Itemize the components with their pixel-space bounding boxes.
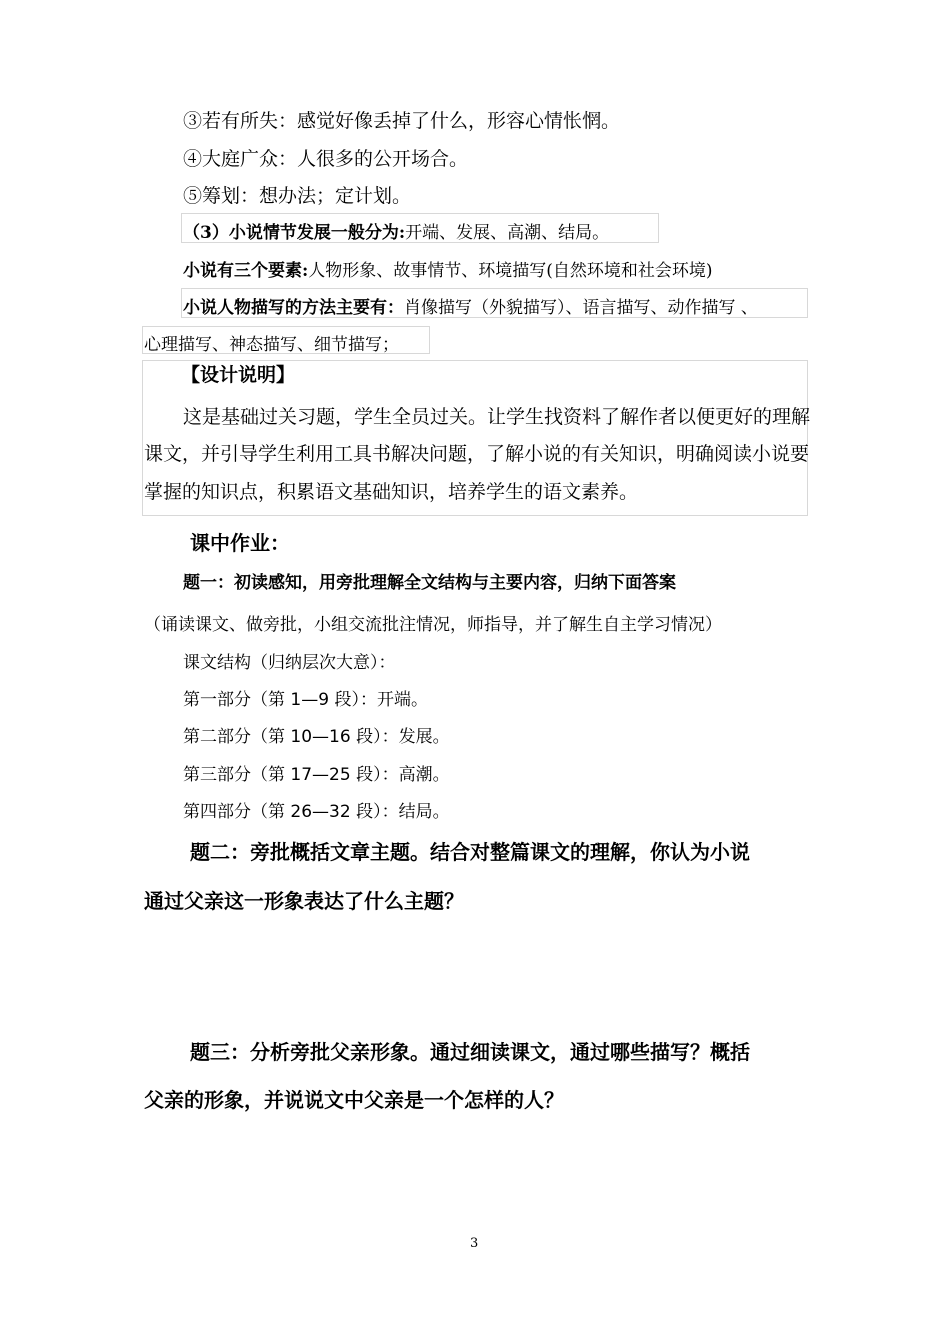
novel-elements-label: 小说有三个要素: [183, 261, 309, 281]
design-note-line3: 掌握的知识点，积累语文基础知识，培养学生的语文素养。 [144, 481, 639, 503]
question-3-line1: 题三：分析旁批父亲形象。通过细读课文，通过哪些描写？概括 [190, 1040, 750, 1064]
idiom-definition-4: ④大庭广众：人很多的公开场合。 [183, 148, 469, 170]
description-methods-label: 小说人物描写的方法主要有： [183, 298, 404, 318]
design-note-line2: 课文，并引导学生利用工具书解决问题，了解小说的有关知识，明确阅读小说要 [144, 443, 810, 465]
idiom-definition-3: ③若有所失：感觉好像丢掉了什么，形容心情怅惘。 [183, 110, 621, 132]
page-number: 3 [470, 1236, 479, 1251]
plot-stages-line [183, 218, 609, 243]
description-methods-line1 [183, 293, 758, 318]
question-2-line2: 通过父亲这一形象表达了什么主题？ [144, 889, 464, 913]
idiom-definition-5: ⑤筹划：想办法；定计划。 [183, 185, 412, 207]
structure-part-4: 第四部分（第 26—32 段）：结局。 [183, 802, 450, 822]
structure-part-2: 第二部分（第 10—16 段）：发展。 [183, 727, 450, 747]
question-1-instruction: （诵读课文、做旁批，小组交流批注情况，师指导，并了解生自主学习情况） [144, 615, 722, 635]
structure-part-3: 第三部分（第 17—25 段）：高潮。 [183, 765, 450, 785]
design-note-heading: 【设计说明】 [181, 364, 296, 386]
plot-stages-text: 开端、发展、高潮、结局。 [405, 223, 610, 243]
plot-stages-label: （3）小说情节发展一般分为: [183, 223, 406, 243]
description-methods-text1: 肖像描写（外貌描写）、语言描写、动作描写 、 [404, 298, 758, 318]
question-2-line1: 题二：旁批概括文章主题。结合对整篇课文的理解，你认为小说 [190, 840, 750, 864]
novel-elements-text: 人物形象、故事情节、环境描写(自然环境和社会环境) [308, 261, 713, 281]
question-1-title: 题一：初读感知，用旁批理解全文结构与主要内容，归纳下面答案 [183, 573, 676, 593]
question-3-line2: 父亲的形象，并说说文中父亲是一个怎样的人？ [144, 1088, 564, 1112]
structure-label: 课文结构（归纳层次大意）： [183, 653, 396, 673]
novel-elements-line [183, 256, 713, 281]
structure-part-1: 第一部分（第 1—9 段）：开端。 [183, 690, 428, 710]
description-methods-line2: 心理描写、神态描写、细节描写； [144, 335, 399, 355]
design-note-line1: 这是基础过关习题，学生全员过关。让学生找资料了解作者以便更好的理解 [183, 406, 811, 428]
in-class-heading: 课中作业： [190, 531, 290, 555]
